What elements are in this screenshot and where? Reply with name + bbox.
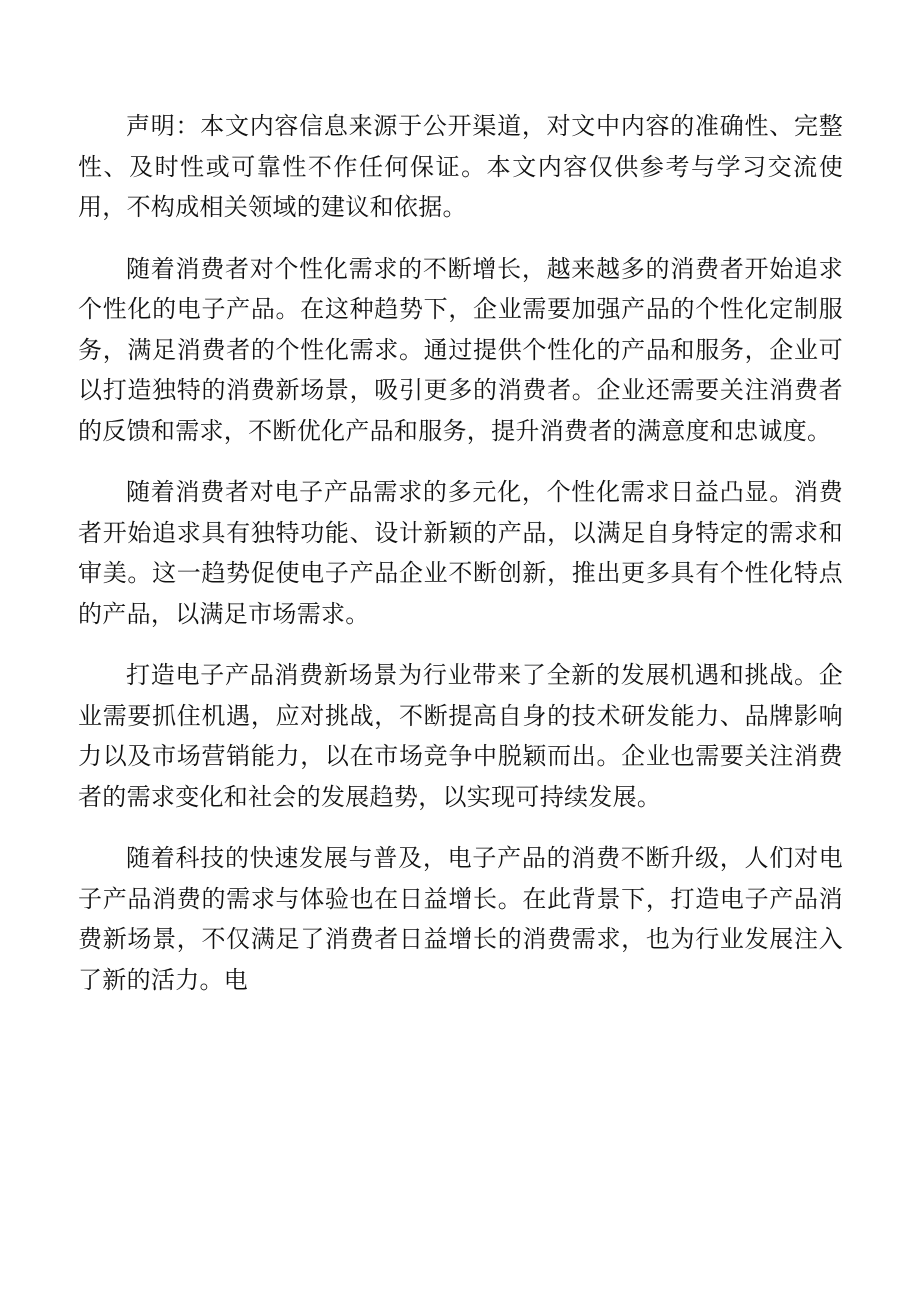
body-paragraph: 随着消费者对电子产品需求的多元化，个性化需求日益凸显。消费者开始追求具有独特功能、设计新颖的产品，以满足自身特定的需求和审美。这一趋势促使电子产品企业不断创新，推出更多具有个性化特点的产品，以满足市场需求。 [78,478,843,628]
body-paragraph: 随着消费者对个性化需求的不断增长，越来越多的消费者开始追求个性化的电子产品。在这种趋势下，企业需要加强产品的个性化定制服务，满足消费者的个性化需求。通过提供个性化的产品和服务，企业可以打造独特的消费新场景，吸引更多的消费者。企业还需要关注消费者的反馈和需求，不断优化产品和服务，提升消费者的满意度和忠诚度。 [78,254,843,445]
body-paragraph: 打造电子产品消费新场景为行业带来了全新的发展机遇和挑战。企业需要抓住机遇，应对挑战，不断提高自身的技术研发能力、品牌影响力以及市场营销能力，以在市场竞争中脱颖而出。企业也需要关注消费者的需求变化和社会的发展趋势，以实现可持续发展。 [78,661,843,811]
document-body [78,106,843,1021]
disclaimer-paragraph: 声明：本文内容信息来源于公开渠道，对文中内容的准确性、完整性、及时性或可靠性不作任何保证。本文内容仅供参考与学习交流使用，不构成相关领域的建议和依据。 [78,112,843,221]
body-paragraph: 随着科技的快速发展与普及，电子产品的消费不断升级，人们对电子产品消费的需求与体验也在日益增长。在此背景下，打造电子产品消费新场景，不仅满足了消费者日益增长的消费需求，也为行业发展注入了新的活力。电 [78,844,843,994]
